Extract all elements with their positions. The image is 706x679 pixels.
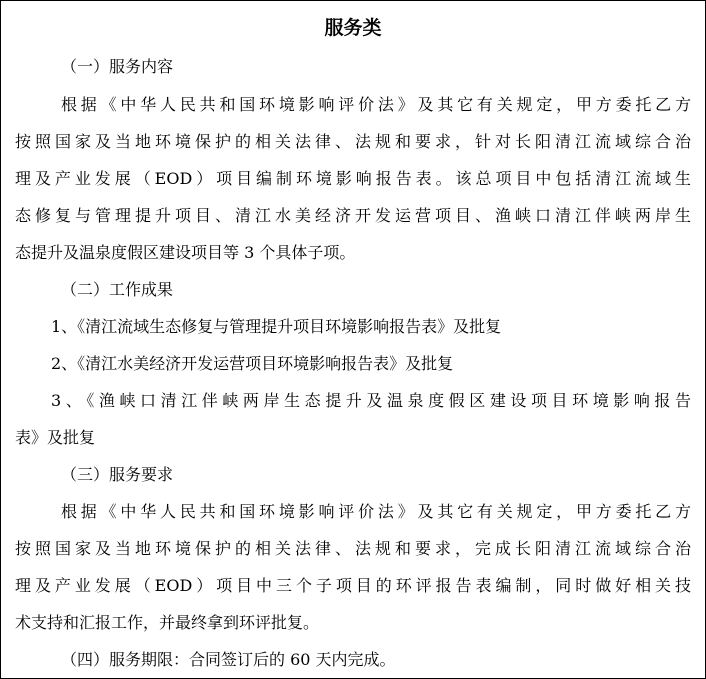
- paragraph-line: 理及产业发展（EOD）项目编制环境影响报告表。该总项目中包括清江流域生: [15, 169, 691, 188]
- paragraph-line: 按照国家及当地环境保护的相关法律、法规和要求，针对长阳清江流域综合治: [15, 132, 691, 151]
- document-title: 服务类: [324, 17, 382, 39]
- list-item: 2、《清江水美经济开发运营项目环境影响报告表》及批复: [51, 354, 454, 373]
- paragraph-line: 按照国家及当地环境保护的相关法律、法规和要求，完成长阳清江流域综合治: [15, 539, 691, 558]
- section-heading-service-content: （一）服务内容: [61, 57, 174, 76]
- paragraph-line: 根据《中华人民共和国环境影响评价法》及其它有关规定，甲方委托乙方: [61, 502, 691, 521]
- section-heading-work-results: （二）工作成果: [61, 280, 174, 299]
- paragraph-line: 术支持和汇报工作，并最终拿到环评批复。: [15, 613, 320, 632]
- paragraph-line: 态修复与管理提升项目、清江水美经济开发运营项目、渔峡口清江伴峡两岸生: [15, 206, 691, 225]
- list-item: 3、《渔峡口清江伴峡两岸生态提升及温泉度假区建设项目环境影响报告: [51, 391, 691, 410]
- list-item-continuation: 表》及批复: [15, 428, 96, 447]
- paragraph-line: 态提升及温泉度假区建设项目等 3 个具体子项。: [15, 243, 356, 262]
- paragraph-line: 根据《中华人民共和国环境影响评价法》及其它有关规定，甲方委托乙方: [61, 95, 691, 114]
- paragraph-line: 理及产业发展（EOD）项目中三个子项目的环评报告表编制，同时做好相关技: [15, 576, 691, 595]
- list-item: 1、《清江流域生态修复与管理提升项目环境影响报告表》及批复: [51, 317, 502, 336]
- section-heading-service-requirements: （三）服务要求: [61, 465, 174, 484]
- service-period-text: （四）服务期限：合同签订后的 60 天内完成。: [61, 650, 396, 669]
